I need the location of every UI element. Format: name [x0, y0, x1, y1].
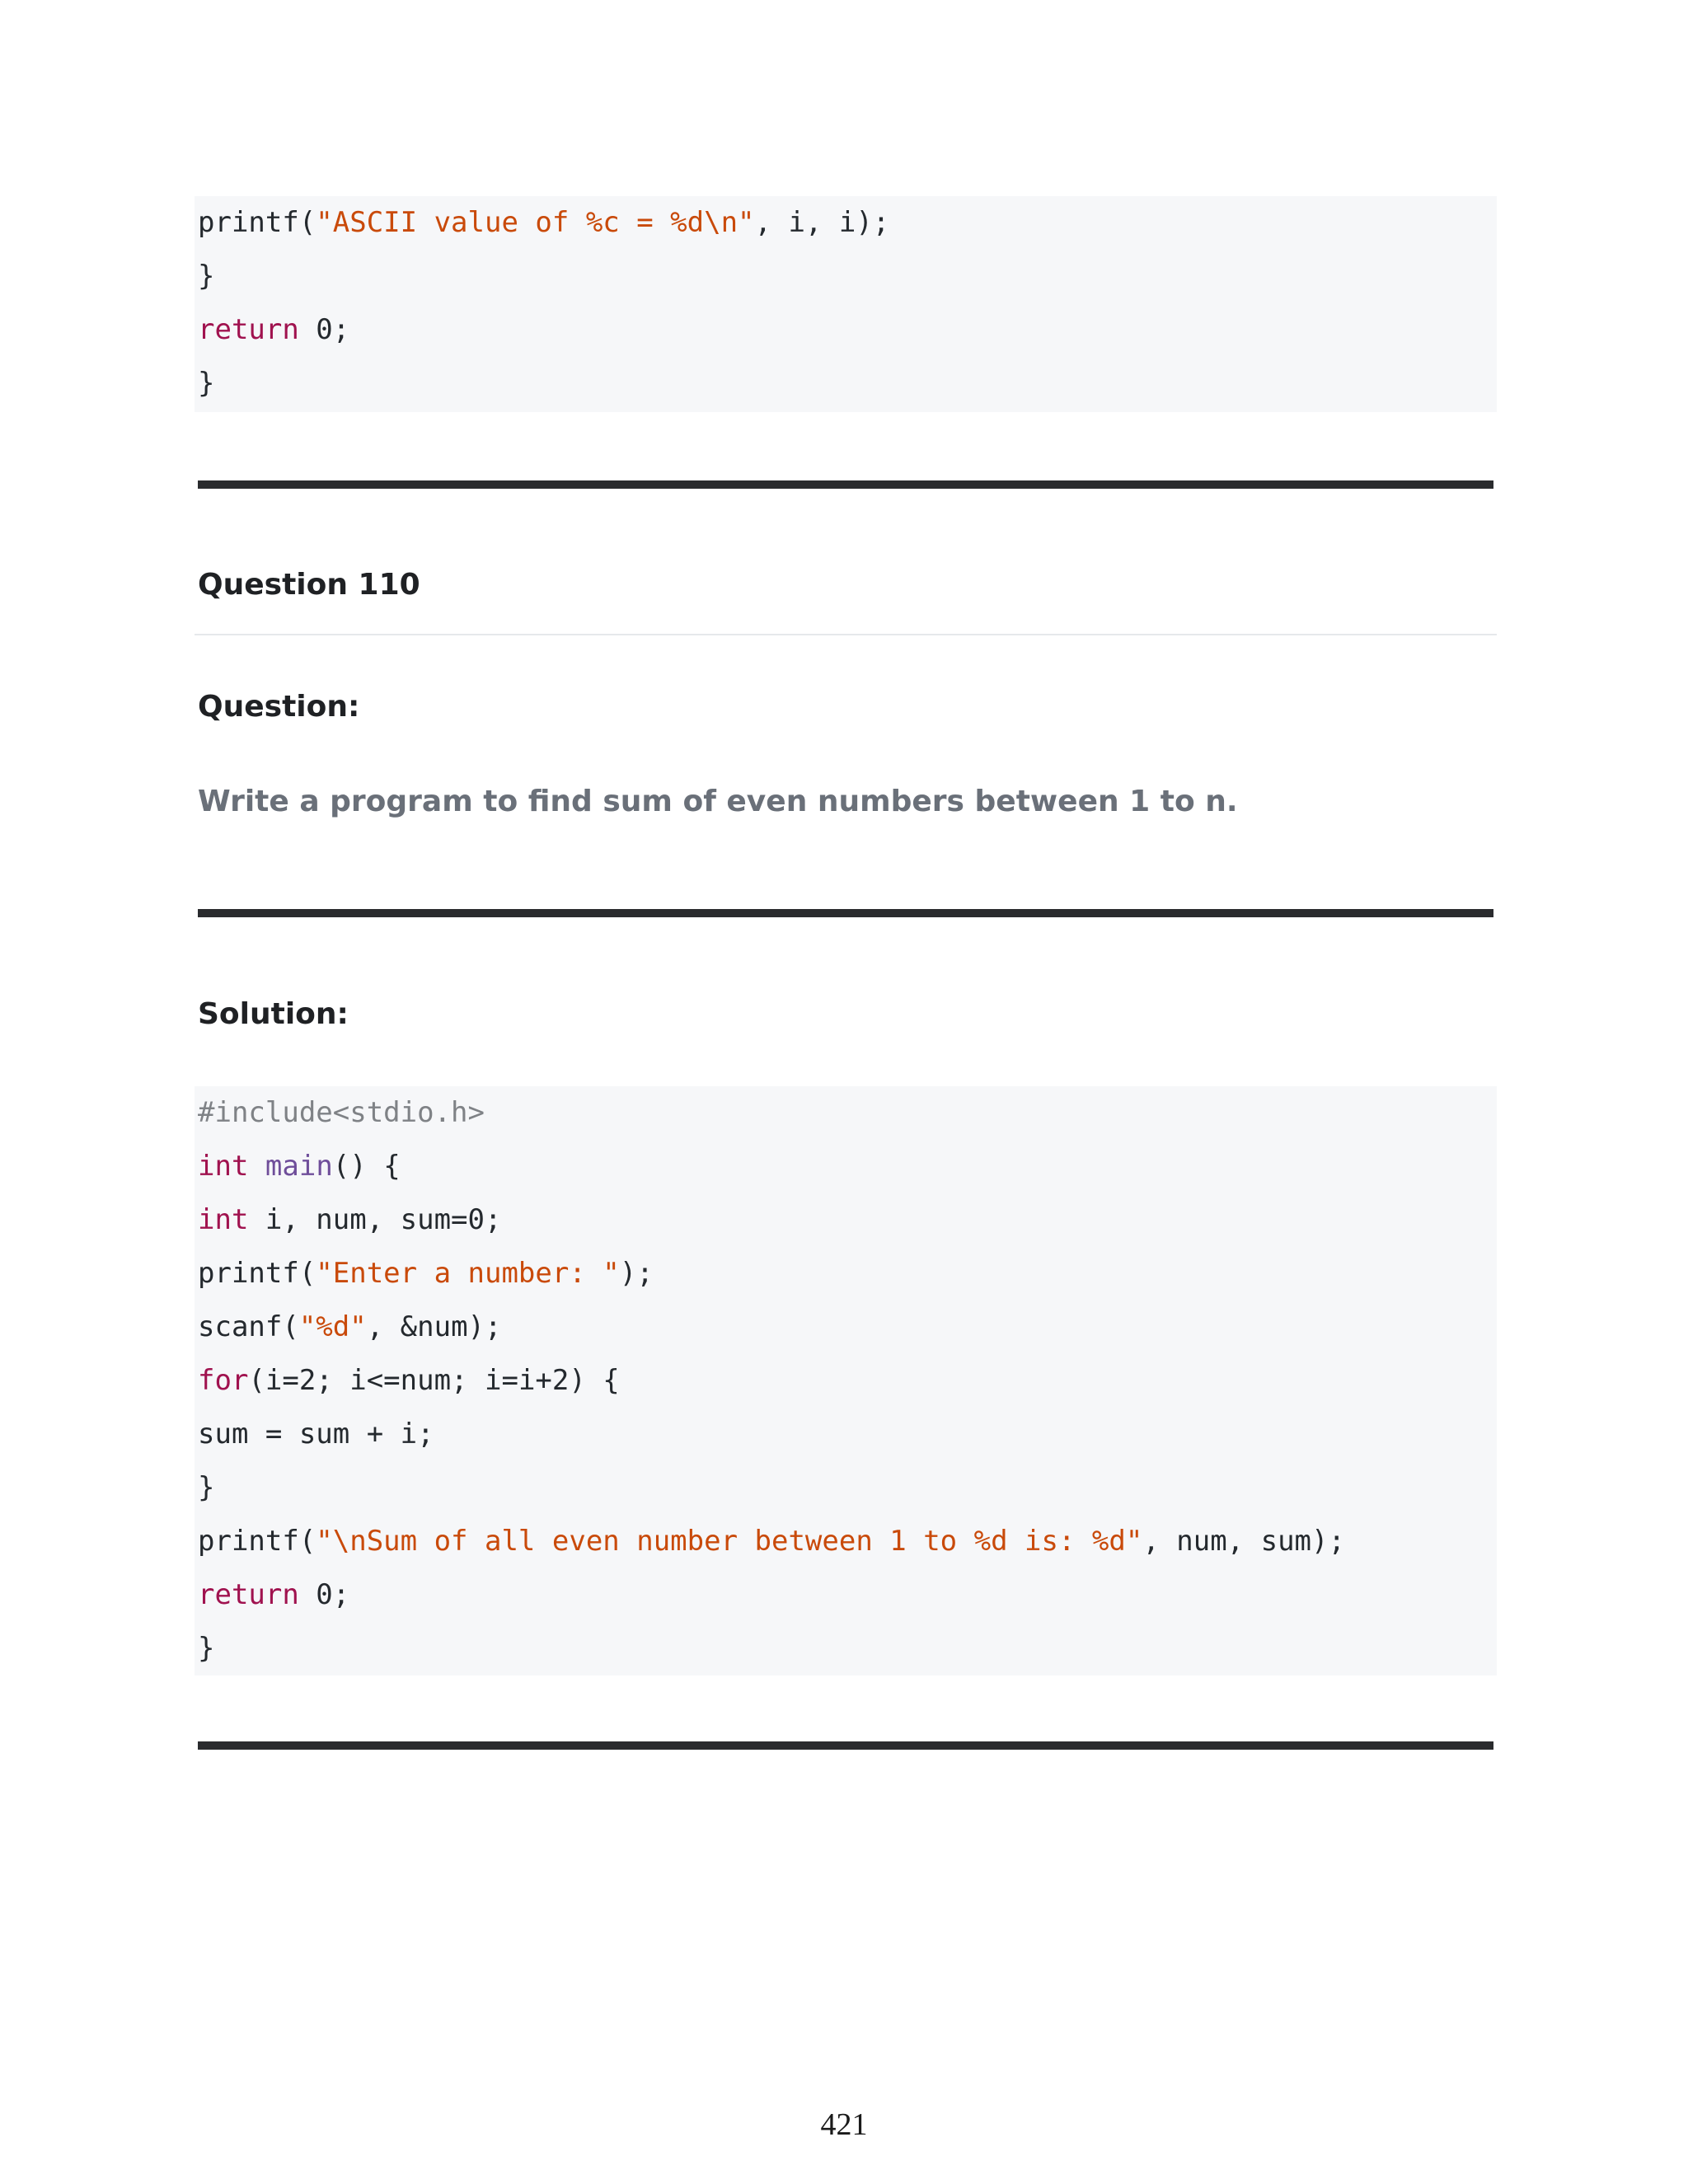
section-divider: [198, 480, 1493, 489]
code-token-plain: );: [619, 1257, 654, 1290]
code-token-plain: printf(: [198, 206, 316, 239]
code-token-str: "\nSum of all even number between 1 to %d is: %d": [316, 1525, 1143, 1558]
code-token-plain: [248, 1150, 265, 1183]
code-line: [198, 1461, 1493, 1515]
question-number-heading: Question 110: [198, 568, 420, 602]
code-line: [198, 1301, 1493, 1354]
code-token-plain: , &num);: [366, 1310, 502, 1343]
code-token-plain: sum = sum + i;: [198, 1418, 434, 1451]
code-token-kw: return: [198, 313, 299, 346]
code-token-plain: () {: [332, 1150, 401, 1183]
code-token-kw: for: [198, 1364, 249, 1397]
question-label: Question:: [198, 690, 360, 724]
code-token-plain: , i, i);: [754, 206, 890, 239]
code-token-plain: , num, sum);: [1142, 1525, 1345, 1558]
section-divider: [198, 909, 1493, 917]
question-text: Write a program to find sum of even numbers between 1 to n.: [198, 785, 1238, 818]
code-token-pre: #include<stdio.h>: [198, 1096, 485, 1129]
code-line: [198, 1515, 1493, 1568]
code-token-plain: 0;: [298, 1578, 350, 1611]
code-token-plain: printf(: [198, 1257, 316, 1290]
document-page: [195, 0, 1497, 2184]
code-line: [198, 1140, 1493, 1193]
code-token-plain: }: [198, 1471, 215, 1504]
code-line: [198, 1086, 1493, 1140]
code-block-solution: [195, 1086, 1497, 1675]
heading-underline: [195, 634, 1497, 635]
code-token-str: "ASCII value of %c = %d\n": [316, 206, 755, 239]
section-divider: [198, 1741, 1493, 1750]
code-line: [198, 1247, 1493, 1301]
code-block-previous: [195, 196, 1497, 412]
code-token-plain: }: [198, 367, 215, 400]
code-line: [198, 357, 1493, 410]
code-token-plain: scanf(: [198, 1310, 299, 1343]
code-token-plain: 0;: [298, 313, 350, 346]
code-token-plain: }: [198, 1632, 215, 1665]
code-token-str: "%d": [298, 1310, 367, 1343]
code-token-plain: }: [198, 260, 215, 293]
code-line: [198, 196, 1493, 250]
code-line: [198, 1408, 1493, 1461]
code-line: [198, 1568, 1493, 1622]
solution-label: Solution:: [198, 997, 349, 1031]
code-line: [198, 250, 1493, 303]
code-token-kw: int: [198, 1203, 249, 1236]
code-line: [198, 1193, 1493, 1247]
code-line: [198, 1622, 1493, 1675]
code-token-str: "Enter a number: ": [316, 1257, 620, 1290]
code-token-fn: main: [265, 1150, 333, 1183]
code-token-plain: i, num, sum=0;: [248, 1203, 502, 1236]
page-number: 421: [820, 2107, 868, 2142]
code-token-kw: int: [198, 1150, 249, 1183]
code-line: [198, 303, 1493, 357]
code-token-plain: (i=2; i<=num; i=i+2) {: [248, 1364, 620, 1397]
code-token-plain: printf(: [198, 1525, 316, 1558]
code-token-kw: return: [198, 1578, 299, 1611]
code-line: [198, 1354, 1493, 1408]
